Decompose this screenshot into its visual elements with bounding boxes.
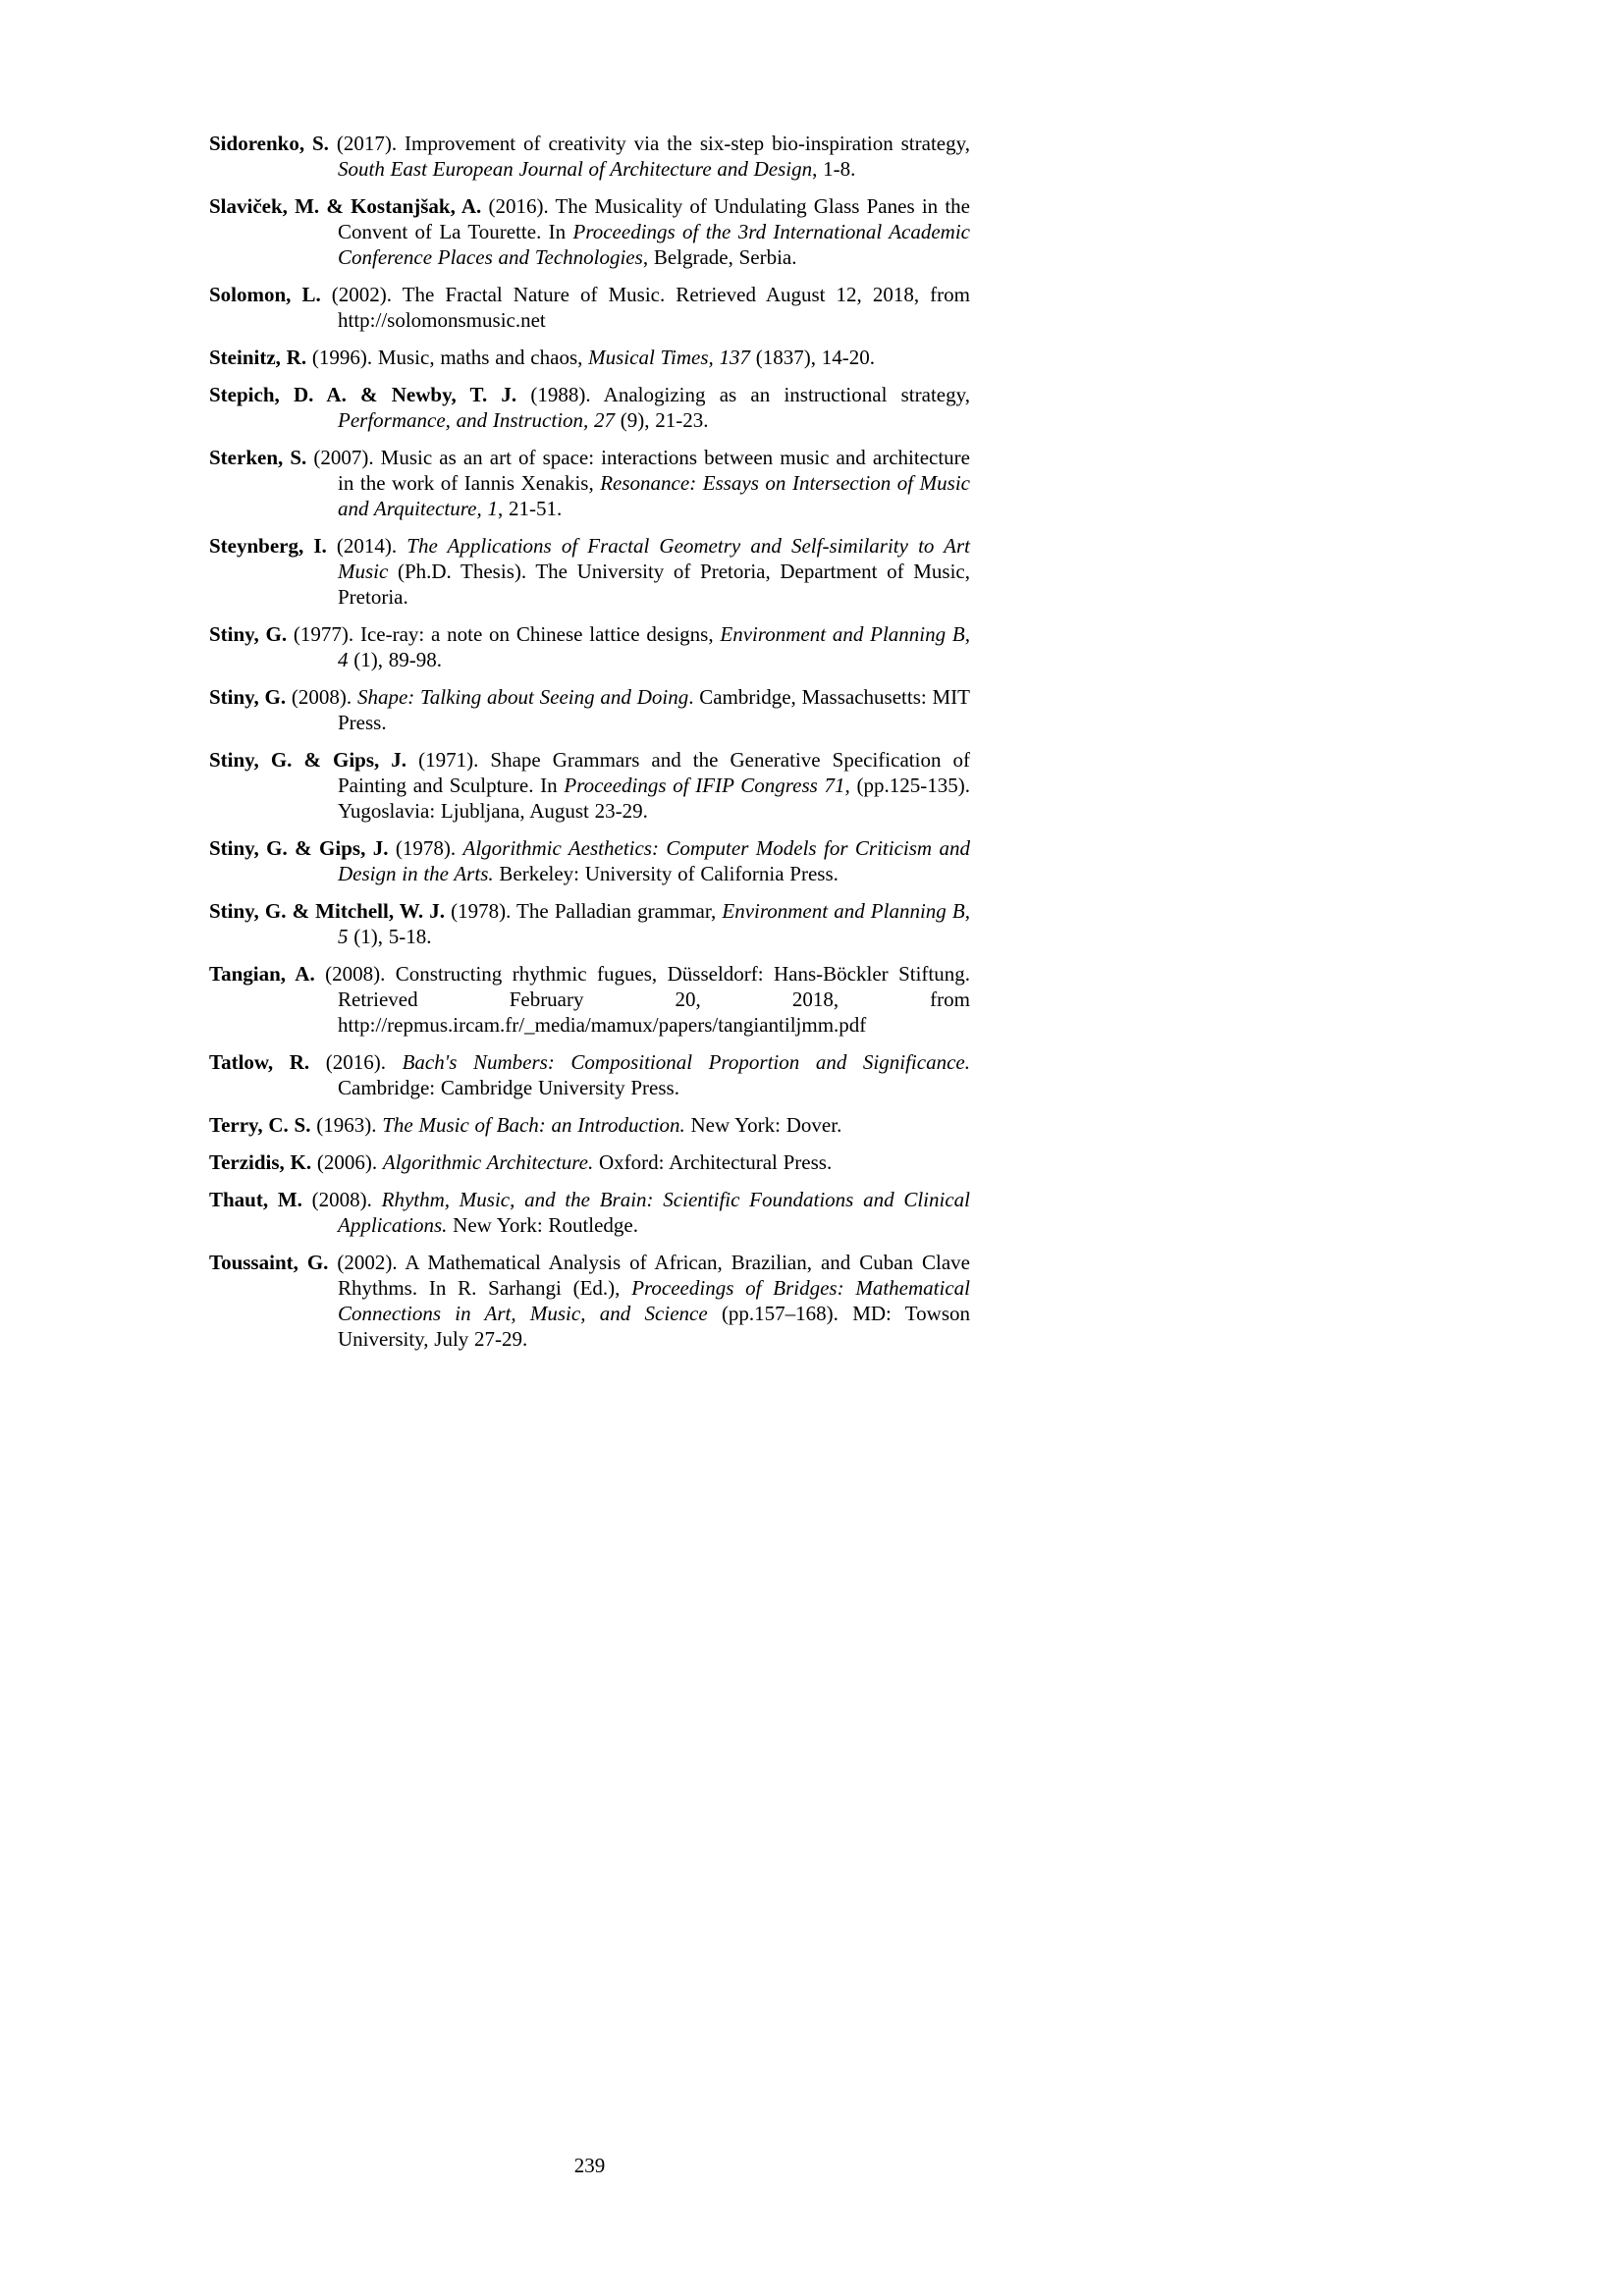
reference-text: (2002). The Fractal Nature of Music. Retrieved August 12, 2018, from http://solomonsmusic.net [320,283,970,332]
reference-authors: Tatlow, R. [209,1050,310,1074]
reference-text: (1978). The Palladian grammar, [444,899,723,923]
reference-text: Cambridge: Cambridge University Press. [338,1076,679,1099]
reference-title-italic: Musical Times, 137 [588,346,751,369]
reference-entry [209,684,970,735]
reference-authors: Sidorenko, S. [209,132,329,155]
reference-title-italic: Proceedings of IFIP Congress 71, [564,774,850,797]
reference-entry [209,345,970,370]
reference-entry [209,898,970,949]
reference-authors: Sterken, S. [209,446,307,469]
reference-entry [209,747,970,824]
reference-authors: Thaut, M. [209,1188,302,1211]
reference-text: (2002). A Mathematical Analysis of African, Brazilian, and Cuban Clave Rhythms. In R. Sarhangi (Ed.), [328,1251,971,1300]
reference-title-italic: Algorithmic Aesthetics: Computer Models for Criticism and Design in the Arts. [338,836,970,885]
reference-entry [209,533,970,610]
reference-text: (1), 89-98. [348,648,442,671]
reference-text: (1978). [388,836,463,860]
reference-authors: Slaviček, M. & Kostanjšak, A. [209,194,482,218]
reference-entry [209,445,970,521]
reference-text: , 21-51. [497,497,563,520]
reference-entry [209,1187,970,1238]
reference-authors: Steinitz, R. [209,346,307,369]
reference-text: (2016). [309,1050,403,1074]
reference-text: (1988). Analogizing as an instructional strategy, [516,383,970,406]
reference-text: , 1-8. [812,157,856,181]
reference-text: (2007). Music as an art of space: interactions between music and architecture in the work of Iannis Xenakis, [306,446,970,495]
reference-entry [209,1149,970,1175]
reference-authors: Terry, C. S. [209,1113,311,1137]
reference-title-italic: Environment and Planning B, 4 [338,622,970,671]
reference-text: (2008). Constructing rhythmic fugues, Düsseldorf: Hans-Böckler Stiftung. Retrieved February 20, 2018, from http://repmus.ircam.fr/_media/mamux/papers/tangiantiljmm.pdf [314,962,970,1037]
reference-entry [209,621,970,672]
reference-title-italic: Performance, and Instruction, 27 [338,408,616,432]
reference-title-italic: Shape: Talking about Seeing and Doing [356,685,689,709]
reference-authors: Stiny, G. [209,685,287,709]
reference-entry [209,282,970,333]
reference-text: New York: Dover. [684,1113,842,1137]
reference-entry [209,382,970,433]
reference-authors: Tangian, A. [209,962,315,986]
reference-text: (2014). [326,534,407,558]
reference-text: (1963). [310,1113,383,1137]
reference-text: New York: Routledge. [447,1213,639,1237]
reference-title-italic: Proceedings of the 3rd International Academic Conference Places and Technologies [338,220,970,269]
reference-text: (pp.125-135). Yugoslavia: Ljubljana, August 23-29. [338,774,970,823]
reference-text: (1977). Ice-ray: a note on Chinese lattice designs, [287,622,721,646]
reference-title-italic: The Music of Bach: an Introduction. [382,1113,685,1137]
reference-authors: Terzidis, K. [209,1150,312,1174]
reference-text: Berkeley: University of California Press. [493,862,839,885]
reference-authors: Stepich, D. A. & Newby, T. J. [209,383,517,406]
reference-title-italic: The Applications of Fractal Geometry and Self-similarity to Art Music [338,534,970,583]
reference-authors: Toussaint, G. [209,1251,329,1274]
references-list [209,131,970,1363]
reference-entry [209,835,970,886]
reference-text: Oxford: Architectural Press. [593,1150,833,1174]
reference-authors: Stiny, G. & Gips, J. [209,748,407,772]
reference-authors: Steynberg, I. [209,534,327,558]
reference-text: (2008). [286,685,357,709]
reference-text: (2006). [311,1150,383,1174]
page-number: 239 [573,2154,606,2177]
reference-text: (1837), 14-20. [750,346,876,369]
reference-title-italic: Algorithmic Architecture. [382,1150,594,1174]
reference-entry [209,131,970,182]
reference-title-italic: Proceedings of Bridges: Mathematical Connections in Art, Music, and Science [338,1276,970,1325]
reference-text: (1996). Music, maths and chaos, [306,346,589,369]
reference-entry [209,193,970,270]
reference-authors: Stiny, G. & Mitchell, W. J. [209,899,445,923]
reference-title-italic: Bach's Numbers: Compositional Proportion and Significance. [402,1050,970,1074]
reference-entry [209,1250,970,1352]
reference-title-italic: Environment and Planning B, 5 [338,899,970,948]
reference-text: . Cambridge, Massachusetts: MIT Press. [338,685,970,734]
reference-authors: Solomon, L. [209,283,321,306]
reference-text: (1971). Shape Grammars and the Generative Specification of Painting and Sculpture. In [338,748,970,797]
reference-title-italic: Rhythm, Music, and the Brain: Scientific Foundations and Clinical Applications. [338,1188,970,1237]
reference-text: (pp.157–168). MD: Towson University, July 27-29. [338,1302,970,1351]
reference-text: (2008). [301,1188,382,1211]
reference-text: (9), 21-23. [615,408,709,432]
reference-title-italic: Resonance: Essays on Intersection of Music and Arquitecture, 1 [338,471,970,520]
reference-entry [209,1049,970,1100]
reference-entry [209,961,970,1038]
reference-text: (2016). The Musicality of Undulating Glass Panes in the Convent of La Tourette. In [338,194,970,243]
reference-text: (1), 5-18. [348,925,432,948]
reference-entry [209,1112,970,1138]
reference-title-italic: South East European Journal of Architecture and Design [338,157,813,181]
reference-text: , Belgrade, Serbia. [642,245,797,269]
reference-text: (Ph.D. Thesis). The University of Pretoria, Department of Music, Pretoria. [338,560,970,609]
reference-authors: Stiny, G. [209,622,288,646]
reference-authors: Stiny, G. & Gips, J. [209,836,389,860]
reference-text: (2017). Improvement of creativity via the six-step bio-inspiration strategy, [328,132,970,155]
